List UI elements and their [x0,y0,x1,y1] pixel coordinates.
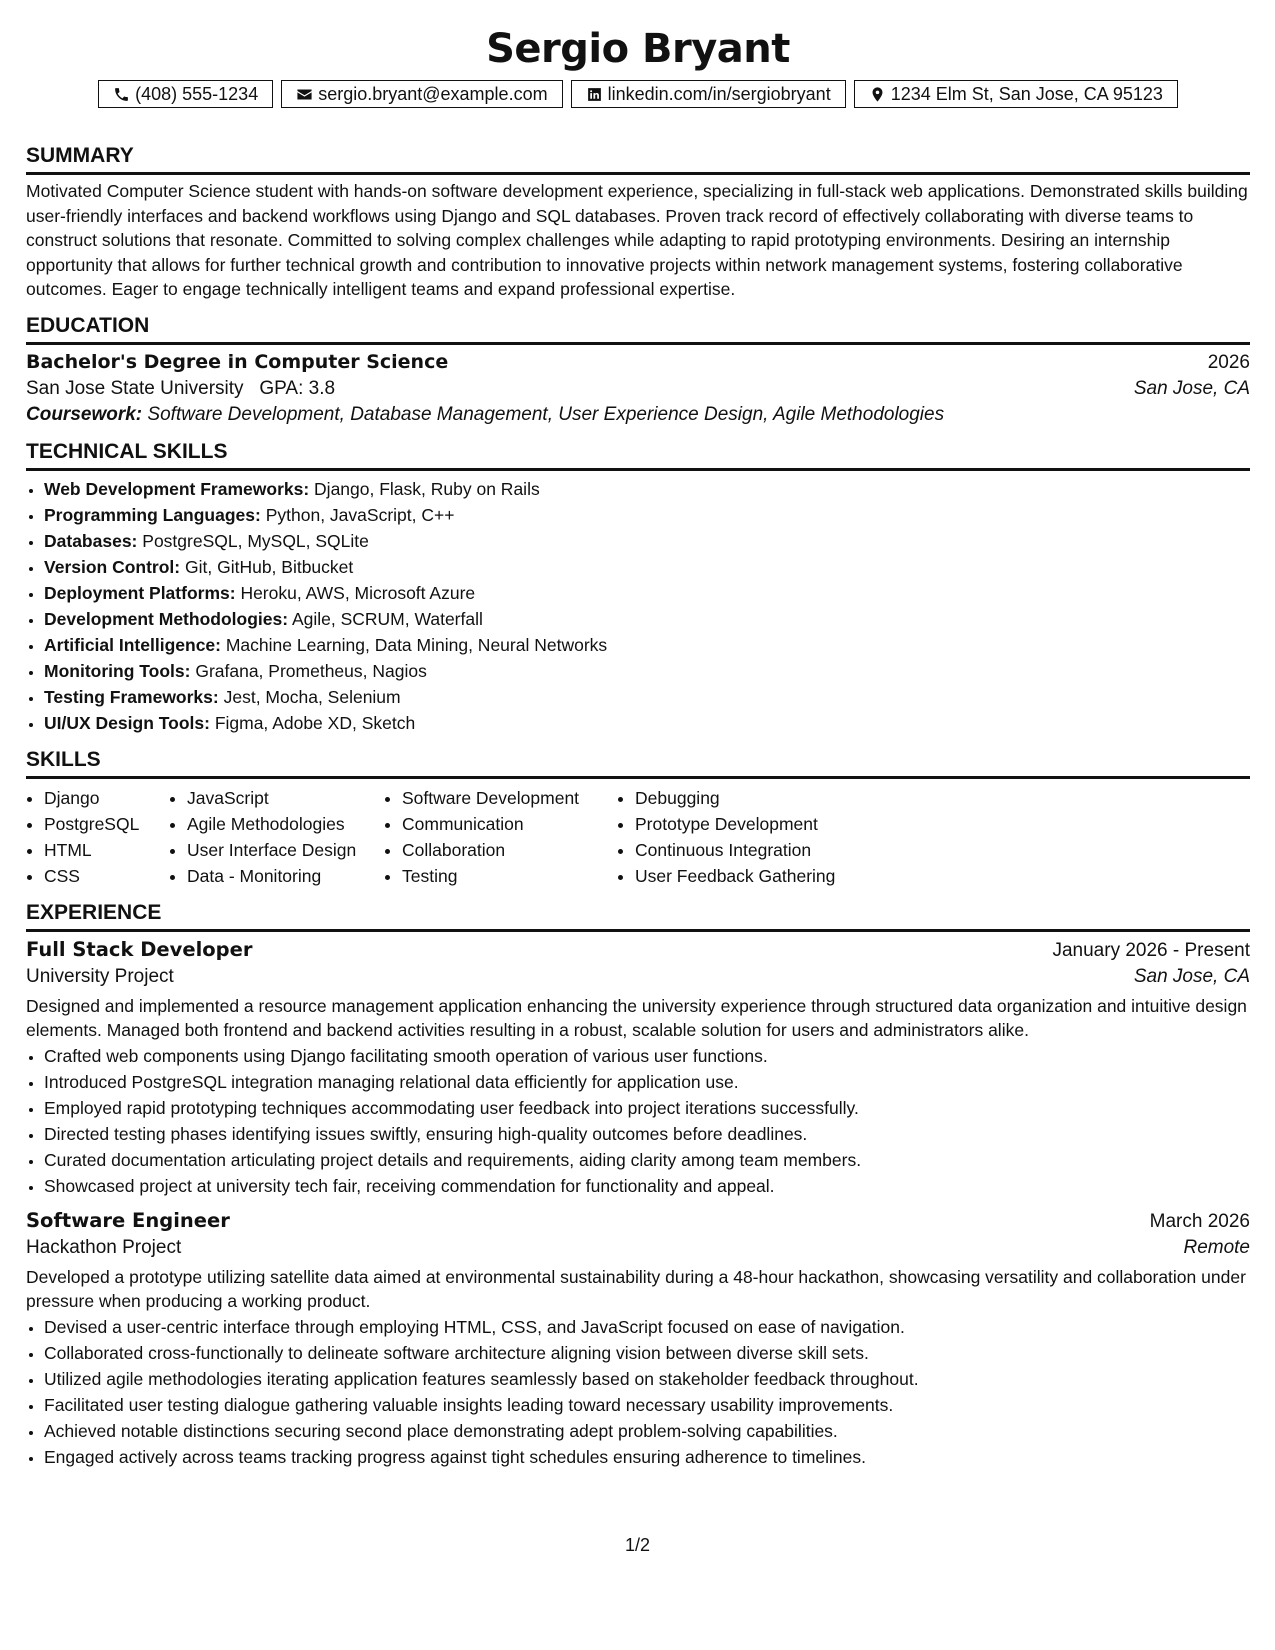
tech-skill-value: Jest, Mocha, Selenium [223,686,401,707]
experience-section [26,899,1250,1470]
tech-skill-label: Programming Languages: [44,504,261,525]
job-location: San Jose, CA [1133,965,1250,987]
tech-skill-value: Agile, SCRUM, Waterfall [291,608,483,629]
list-item: • Communication [402,811,617,837]
job-org: Hackathon Project [26,1236,182,1258]
contact-address[interactable] [854,80,1178,108]
job-org-row [26,966,1250,988]
tech-skill-label: Deployment Platforms: [44,582,236,603]
list-item: • Directed testing phases identifying issues swiftly, ensuring high-quality outcomes before deadlines. [44,1121,1250,1147]
list-item: • Employed rapid prototyping techniques accommodating user feedback into project iterations successfully. [44,1095,1250,1121]
tech-skill-label: Version Control: [44,556,181,577]
list-item: • Testing [402,863,617,889]
list-item: • Engaged actively across teams tracking progress against tight schedules ensuring adherence to timelines. [44,1444,1250,1470]
list-item: • Agile Methodologies [187,811,384,837]
tech-skill-label: Web Development Frameworks: [44,478,310,499]
list-item: • User Interface Design [187,837,384,863]
summary-heading: SUMMARY [26,142,1250,175]
list-item: • HTML [44,837,169,863]
tech-skill-label: Artificial Intelligence: [44,634,221,655]
education-section [26,312,1250,426]
skills-heading: SKILLS [26,746,1250,779]
linkedin-icon [586,86,603,103]
education-heading: EDUCATION [26,312,1250,345]
job-title: Full Stack Developer [26,937,253,961]
job-bullets [26,1314,1250,1470]
tech-skill-label: UI/UX Design Tools: [44,712,210,733]
contact-phone[interactable] [98,80,273,108]
list-item: • Crafted web components using Django facilitating smooth operation of various user functions. [44,1043,1250,1069]
list-item [44,658,1250,684]
list-item [44,580,1250,606]
skills-column-1 [26,785,169,889]
job-entry [26,938,1250,1199]
job-description: Developed a prototype utilizing satellite data aimed at environmental sustainability during a 48-hour hackathon, showcasing versatility and collaboration under pressure when producing a working product. [26,1266,1246,1311]
job-description: Designed and implemented a resource management application enhancing the university experience through structured data organization and intuitive design elements. Managed both frontend and backend activities resulting in a robust, scalable solution for users and administrators alike. [26,995,1247,1040]
summary-section [26,142,1250,302]
page-number: 1/2 [624,1535,651,1555]
tech-skill-value: Figma, Adobe XD, Sketch [214,712,416,733]
envelope-icon [296,86,313,103]
coursework-label: Coursework: [26,403,143,425]
contact-email-text: sergio.bryant@example.com [318,83,548,104]
job-title-row [26,938,1250,962]
tech-skill-label: Development Methodologies: [44,608,289,629]
skills-column-3 [384,785,617,889]
job-bullets [26,1043,1250,1199]
job-dates: March 2026 [1149,1210,1250,1232]
education-location: San Jose, CA [1133,377,1250,399]
contact-bar [26,80,1250,108]
education-coursework [26,404,1250,426]
technical-skills-section [26,438,1250,736]
tech-skill-value: PostgreSQL, MySQL, SQLite [142,530,369,551]
tech-skill-value: Python, JavaScript, C++ [265,504,455,525]
coursework-list: Software Development, Database Management, User Experience Design, Agile Methodologies [147,403,945,425]
job-entry [26,1209,1250,1470]
education-degree: Bachelor's Degree in Computer Science [26,350,449,373]
list-item: • Data - Monitoring [187,863,384,889]
list-item: • Devised a user-centric interface through employing HTML, CSS, and JavaScript focused on ease of navigation. [44,1314,1250,1340]
list-item [44,528,1250,554]
map-pin-icon [869,86,886,103]
tech-skill-label: Testing Frameworks: [44,686,219,707]
list-item: • Showcased project at university tech fair, receiving commendation for functionality and appeal. [44,1173,1250,1199]
education-school-line [26,378,335,400]
job-location: Remote [1183,1236,1250,1258]
list-item: • Debugging [635,785,895,811]
job-title: Software Engineer [26,1208,230,1232]
tech-skill-value: Machine Learning, Data Mining, Neural Networks [225,634,608,655]
contact-email[interactable] [281,80,562,108]
contact-linkedin-text: linkedin.com/in/sergiobryant [607,83,831,104]
list-item [44,684,1250,710]
contact-address-text: 1234 Elm St, San Jose, CA 95123 [890,83,1163,104]
tech-skill-label: Databases: [44,530,138,551]
tech-skill-value: Heroku, AWS, Microsoft Azure [240,582,476,603]
list-item: • Utilized agile methodologies iterating application features seamlessly based on stakeholder feedback throughout. [44,1366,1250,1392]
list-item [44,476,1250,502]
list-item: • PostgreSQL [44,811,169,837]
technical-skills-list [26,476,1250,736]
job-org: University Project [26,965,174,987]
tech-skill-label: Monitoring Tools: [44,660,191,681]
education-gpa: GPA: 3.8 [259,377,336,399]
candidate-name: Sergio Bryant [486,26,790,72]
job-dates: January 2026 - Present [1052,939,1250,961]
list-item: • Continuous Integration [635,837,895,863]
education-year: 2026 [1207,351,1250,373]
list-item: • CSS [44,863,169,889]
list-item [44,710,1250,736]
list-item: • Collaboration [402,837,617,863]
tech-skill-value: Git, GitHub, Bitbucket [185,556,354,577]
list-item: • Software Development [402,785,617,811]
list-item: • Collaborated cross-functionally to delineate software architecture aligning vision between diverse skill sets. [44,1340,1250,1366]
contact-linkedin[interactable] [571,80,846,108]
list-item: • JavaScript [187,785,384,811]
list-item: • Curated documentation articulating project details and requirements, aiding clarity among team members. [44,1147,1250,1173]
list-item [44,606,1250,632]
skills-section [26,746,1250,889]
tech-skill-value: Grafana, Prometheus, Nagios [195,660,427,681]
resume-page [26,0,1250,1470]
experience-heading: EXPERIENCE [26,899,1250,932]
list-item: • Django [44,785,169,811]
education-school-row [26,378,1250,400]
education-degree-row [26,351,1250,374]
list-item: • User Feedback Gathering [635,863,895,889]
list-item: • Facilitated user testing dialogue gathering valuable insights leading toward necessary usability improvements. [44,1392,1250,1418]
list-item: • Introduced PostgreSQL integration managing relational data efficiently for application use. [44,1069,1250,1095]
phone-icon [113,86,130,103]
list-item [44,632,1250,658]
tech-skill-value: Django, Flask, Ruby on Rails [314,478,540,499]
skills-grid [26,785,1250,889]
list-item: • Prototype Development [635,811,895,837]
skills-column-2 [169,785,384,889]
contact-phone-text: (408) 555-1234 [135,83,259,104]
summary-text: Motivated Computer Science student with hands-on software development experience, specializing in full-stack web applications. Demonstrated skills building user-friendly interfaces and backend workflows using Django and SQL databases. Proven track record of effectively collaborating with diverse teams to construct solutions that resonate. Committed to solving complex challenges while adapting to rapid prototyping environments. Desiring an internship opportunity that allows for further technical growth and contribution to innovative projects within network management systems, fostering collaborative outcomes. Eager to engage technically intelligent teams and expand professional expertise. [26,181,1248,299]
education-school: San Jose State University [26,377,244,399]
list-item: • Achieved notable distinctions securing second place demonstrating adept problem-solving capabilities. [44,1418,1250,1444]
job-org-row [26,1237,1250,1259]
list-item [44,502,1250,528]
technical-skills-heading: TECHNICAL SKILLS [26,438,1250,471]
job-title-row [26,1209,1250,1233]
skills-column-4 [617,785,895,889]
list-item [44,554,1250,580]
